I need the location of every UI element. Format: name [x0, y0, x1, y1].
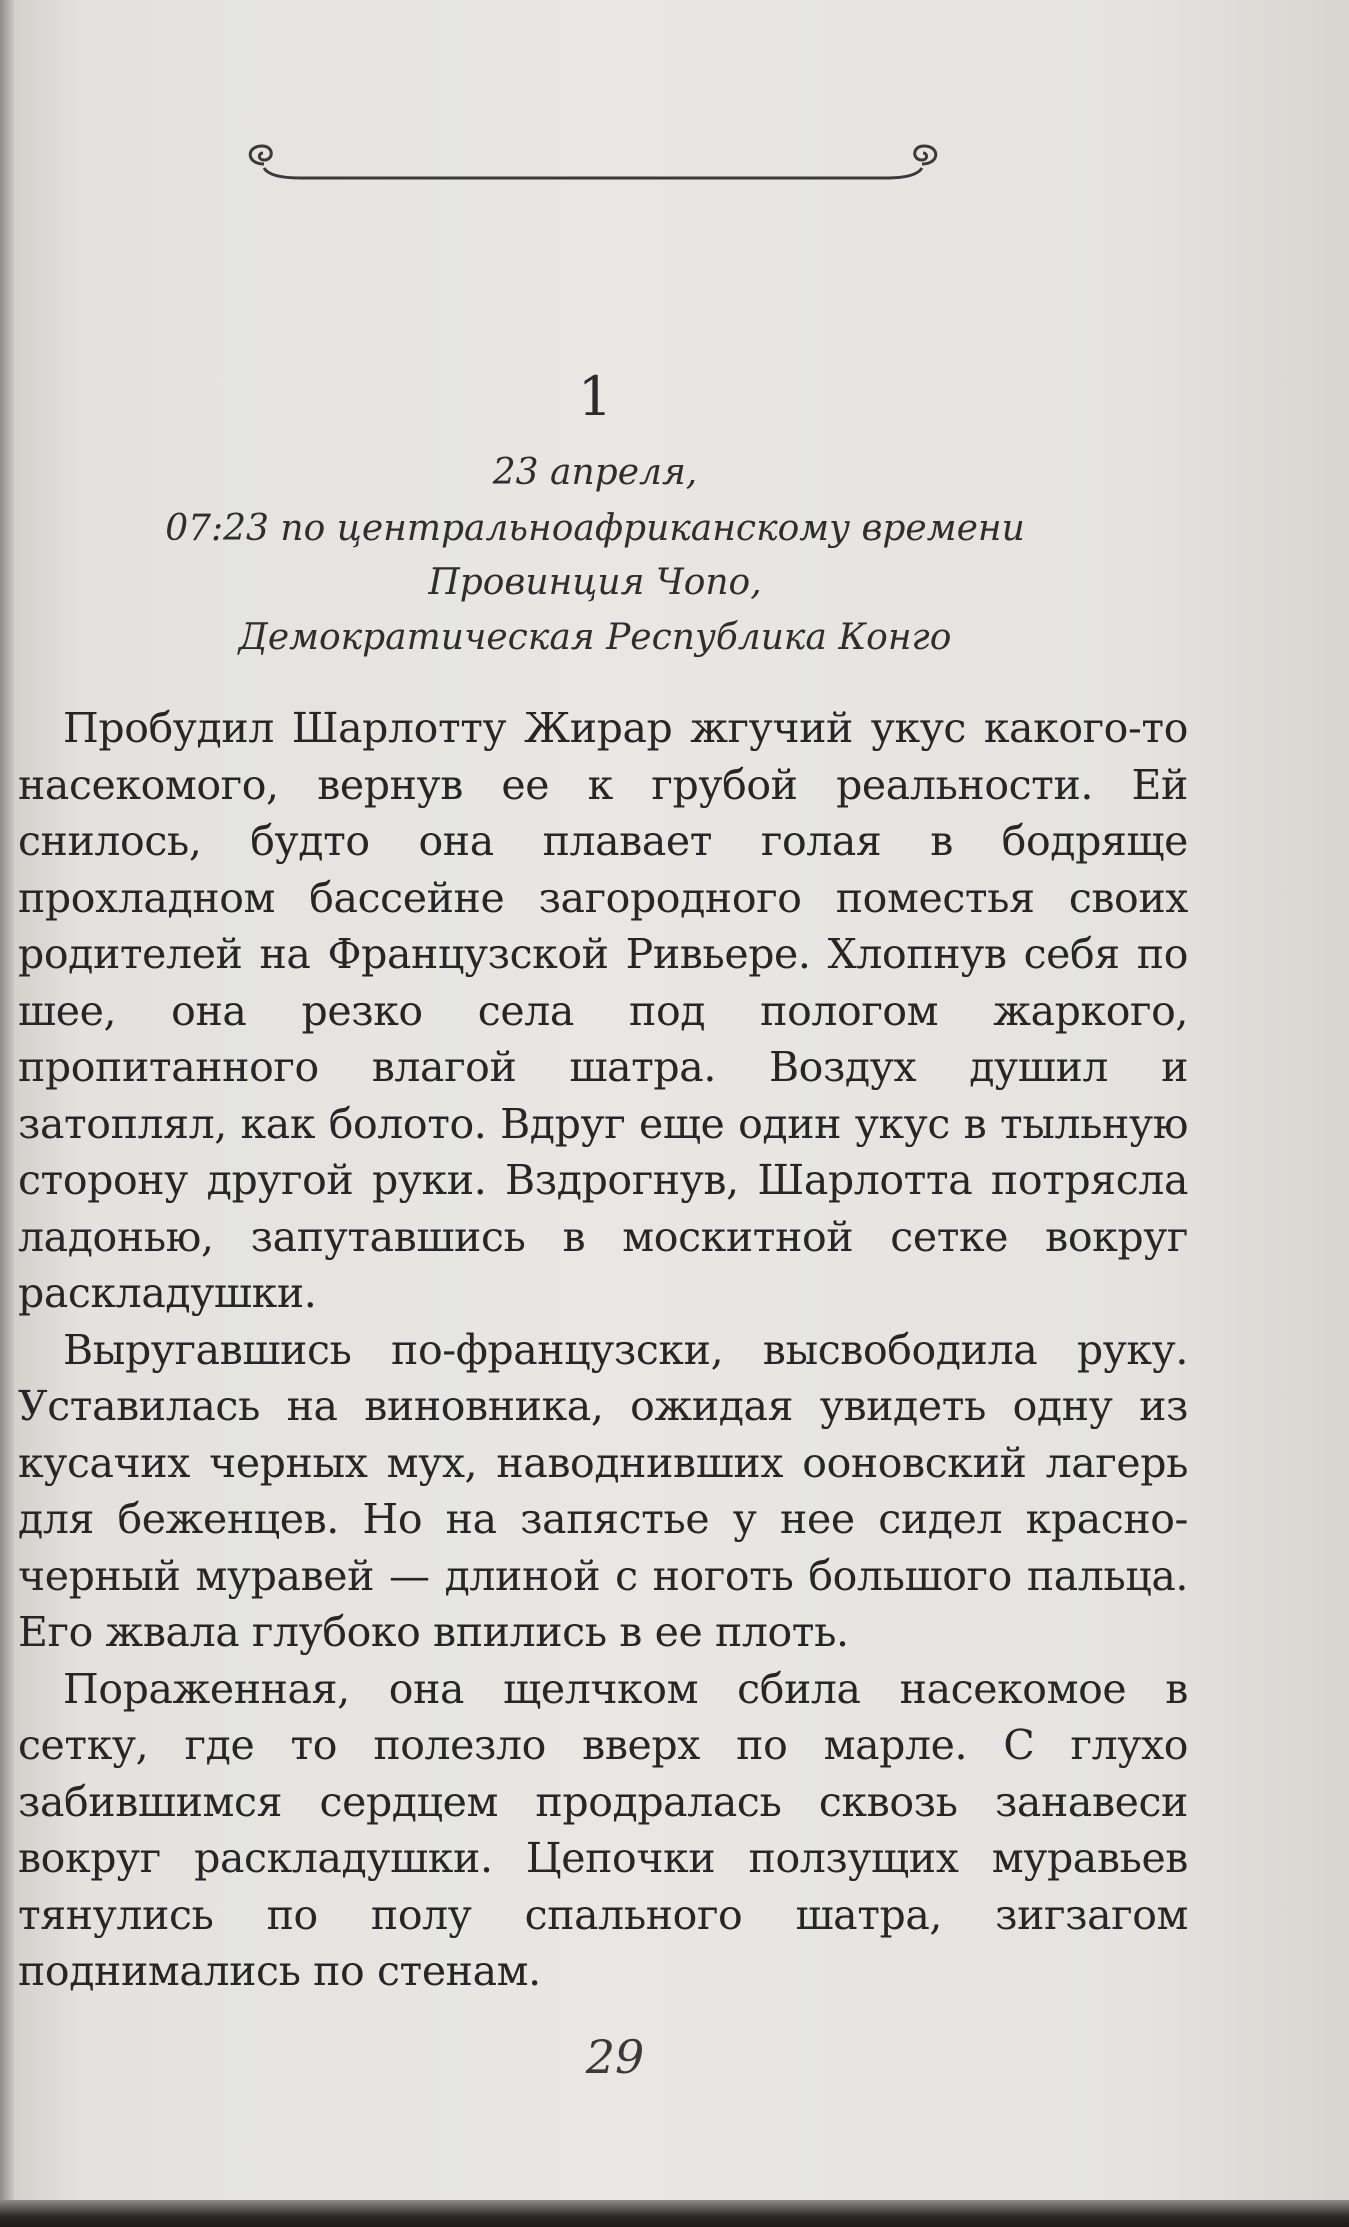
paragraph: Пораженная, она щелчком сбила насекомое в сетку, где то полезло вверх по марле. С глухо забившимся сердцем продралась сквозь занавеси вокруг раскладушки. Цепочки ползущих муравьев тянулись по полу спального шатра, зигзагом поднимались по стенам.	[18, 1664, 1188, 1995]
chapter-number: 1	[577, 365, 613, 428]
chapter-date: 23 апреля,	[492, 452, 698, 493]
page-gutter-shadow	[0, 0, 14, 2200]
page-number: 29	[585, 2030, 645, 2084]
paragraph: Пробудил Шарлотту Жирар жгучий укус какого-то насекомого, вернув ее к грубой реальности. Ей снилось, будто она плавает голая в бодряще прохладном бассейне загородного поместья своих родителей на Французской Ривьере. Хлопнув себя по шее, она резко села под пологом жаркого, пропитанного влагой шатра. Воздух душил и затоплял, как болото. Вдруг еще один укус в тыльную сторону другой руки. Вздрогнув, Шарлотта потрясла ладонью, запутавшись в москитной сетке вокруг раскладушки.	[18, 704, 1188, 1317]
chapter-time: 07:23 по центральноафриканскому времени	[165, 508, 1025, 549]
chapter-body	[18, 700, 1188, 2000]
page-bottom-edge	[0, 2200, 1349, 2227]
paragraph: Выругавшись по-французски, высвободила руку. Уставилась на виновника, ожидая увидеть одну из кусачих черных мух, наводнивших ооновский лагерь для беженцев. Но на запястье у нее сидел красно-черный муравей — длиной с ноготь большого пальца. Его жвала глубоко впились в ее плоть.	[18, 1325, 1188, 1656]
decorative-divider-ornament	[240, 138, 946, 188]
chapter-province: Провинция Чопо,	[428, 562, 762, 603]
chapter-country: Демократическая Республика Конго	[238, 617, 952, 658]
